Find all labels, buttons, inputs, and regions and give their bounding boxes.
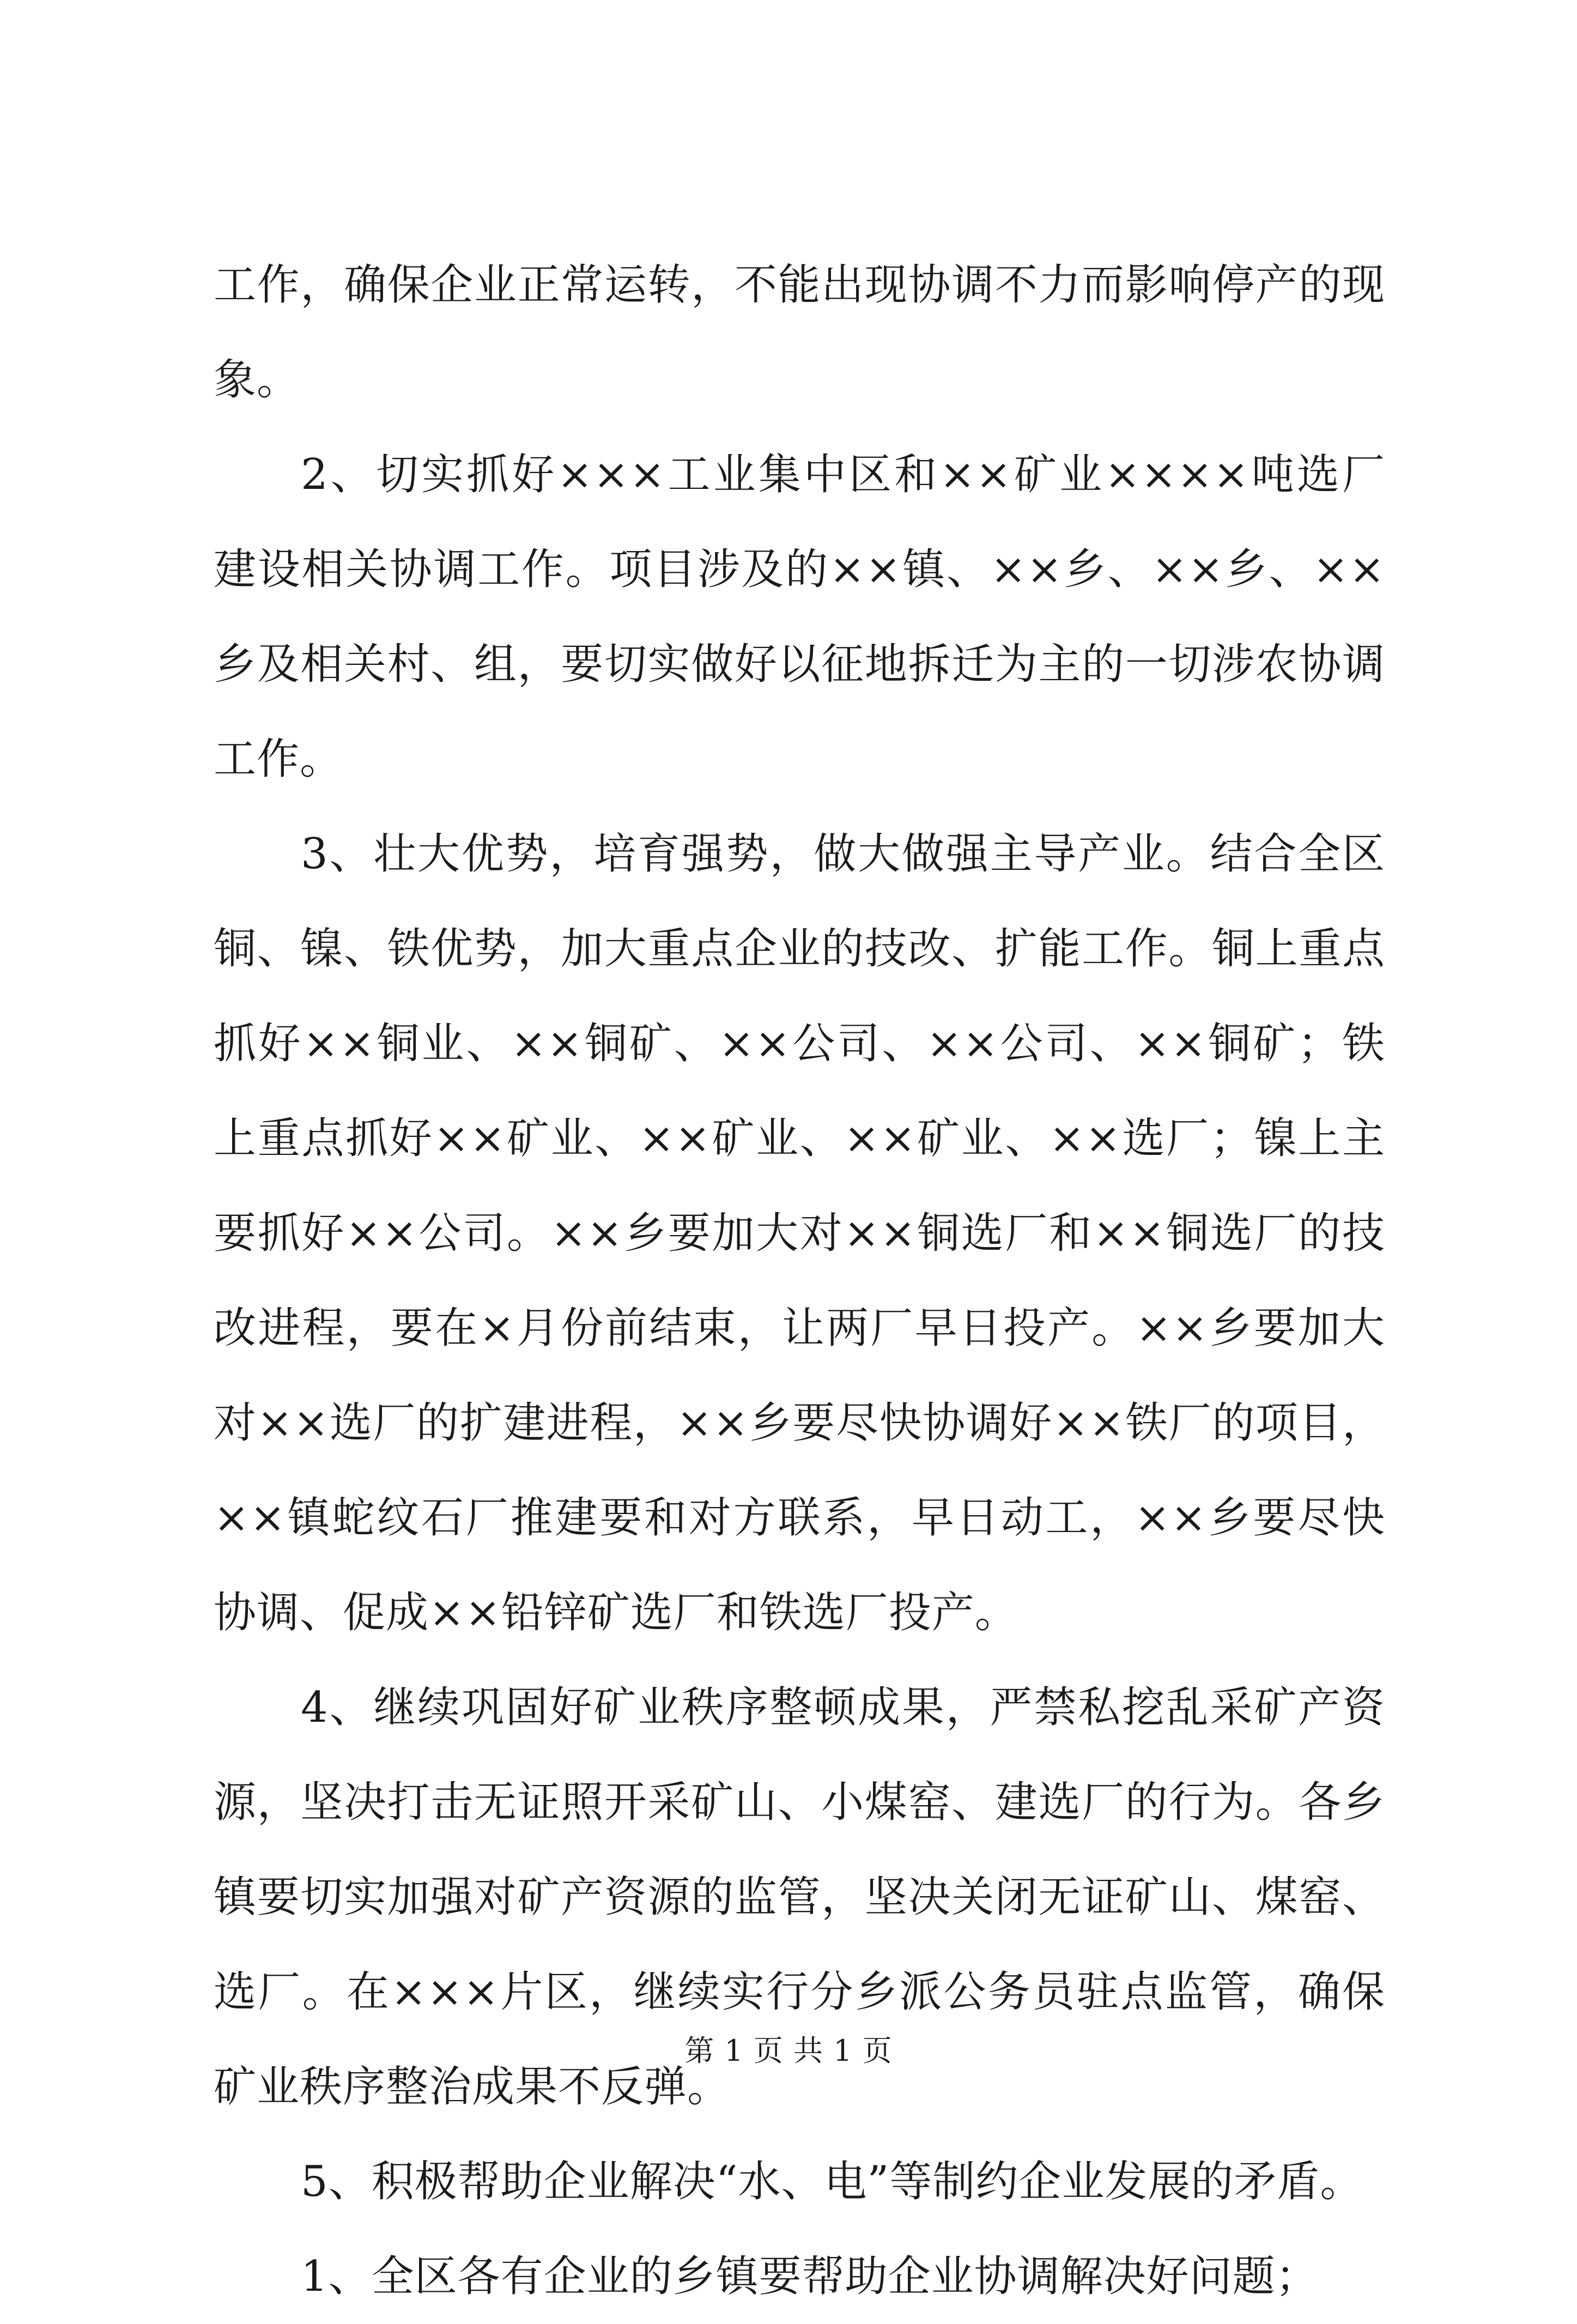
paragraph-item-4: 4、继续巩固好矿业秩序整顿成果，严禁私挖乱采矿产资源，坚决打击无证照开采矿山、小煤窑、建选厂的行为。各乡镇要切实加强对矿产资源的监管，坚决关闭无证矿山、煤窑、选厂。在×××片区，继续实行分乡派公务员驻点监管，确保矿业秩序整治成果不反弹。 [214, 1683, 1385, 2111]
page-footer: 第 1 页 共 1 页 [684, 2034, 893, 2068]
paragraph-item-2: 2、切实抓好×××工业集中区和××矿业××××吨选厂建设相关协调工作。项目涉及的××镇、××乡、××乡、××乡及相关村、组，要切实做好以征地拆迁为主的一切涉农协调工作。 [214, 450, 1385, 784]
document-body [214, 238, 1385, 2324]
paragraph-item-5: 5、积极帮助企业解决“水、电”等制约企业发展的矛盾。 [301, 2157, 1363, 2206]
paragraph-item-1: 1、全区各有企业的乡镇要帮助企业协调解决好问题； [301, 2252, 1319, 2301]
paragraph-item-3: 3、壮大优势，培育强势，做大做强主导产业。结合全区铜、镍、铁优势，加大重点企业的技改、扩能工作。铜上重点抓好××铜业、××铜矿、××公司、××公司、××铜矿；铁上重点抓好××矿业、××矿业、××矿业、××选厂；镍上主要抓好××公司。××乡要加大对××铜选厂和××铜选厂的技改进程，要在×月份前结束，让两厂早日投产。××乡要加大对××选厂的扩建进程，××乡要尽快协调好××铁厂的项目，××镇蛇纹石厂推建要和对方联系，早日动工，××乡要尽快协调、促成××铅锌矿选厂和铁选厂投产。 [214, 830, 1385, 1637]
paragraph-continuation: 工作，确保企业正常运转，不能出现协调不力而影响停产的现象。 [214, 261, 1385, 404]
